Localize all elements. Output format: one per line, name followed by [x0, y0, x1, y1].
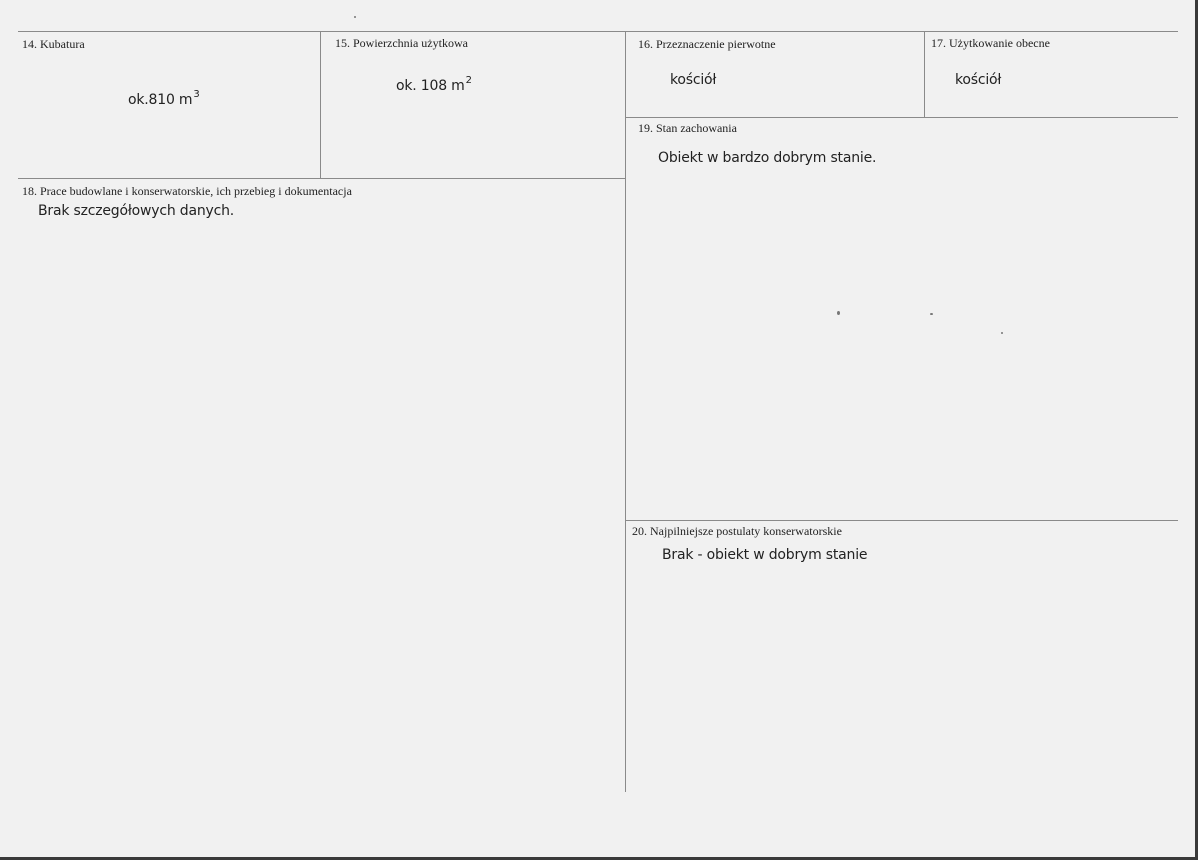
divider-16-17 — [924, 31, 925, 117]
scan-speck — [930, 313, 933, 315]
scan-speck — [1001, 332, 1003, 334]
postulaty-label: 20. Najpilniejsze postulaty konserwatorskie — [632, 524, 842, 538]
line-above-18 — [18, 178, 625, 179]
scan-speck — [837, 311, 840, 315]
stan-value: Obiekt w bardzo dobrym stanie. — [658, 150, 877, 166]
uzytkowanie-value: kościół — [955, 72, 1002, 88]
kubatura-value — [128, 89, 200, 108]
powierzchnia-value — [396, 75, 472, 94]
divider-14-15 — [320, 31, 321, 179]
stan-label: 19. Stan zachowania — [638, 121, 737, 135]
kubatura-number: ok.810 m — [128, 92, 193, 108]
kubatura-exponent: 3 — [193, 89, 200, 100]
postulaty-value: Brak - obiekt w dobrym stanie — [662, 547, 868, 563]
powierzchnia-label: 15. Powierzchnia użytkowa — [335, 36, 468, 50]
prace-value: Brak szczegółowych danych. — [38, 203, 234, 219]
top-border-line — [18, 31, 1178, 32]
divider-center — [625, 31, 626, 792]
przeznaczenie-label: 16. Przeznaczenie pierwotne — [638, 37, 776, 51]
scan-speck — [354, 16, 356, 18]
kubatura-label: 14. Kubatura — [22, 37, 85, 51]
prace-label: 18. Prace budowlane i konserwatorskie, ich przebieg i dokumentacja — [22, 184, 352, 198]
przeznaczenie-value: kościół — [670, 72, 717, 88]
line-above-19 — [626, 117, 1178, 118]
uzytkowanie-label: 17. Użytkowanie obecne — [931, 36, 1050, 50]
powierzchnia-number: ok. 108 m — [396, 78, 465, 94]
powierzchnia-exponent: 2 — [465, 75, 472, 86]
line-above-20 — [626, 520, 1178, 521]
